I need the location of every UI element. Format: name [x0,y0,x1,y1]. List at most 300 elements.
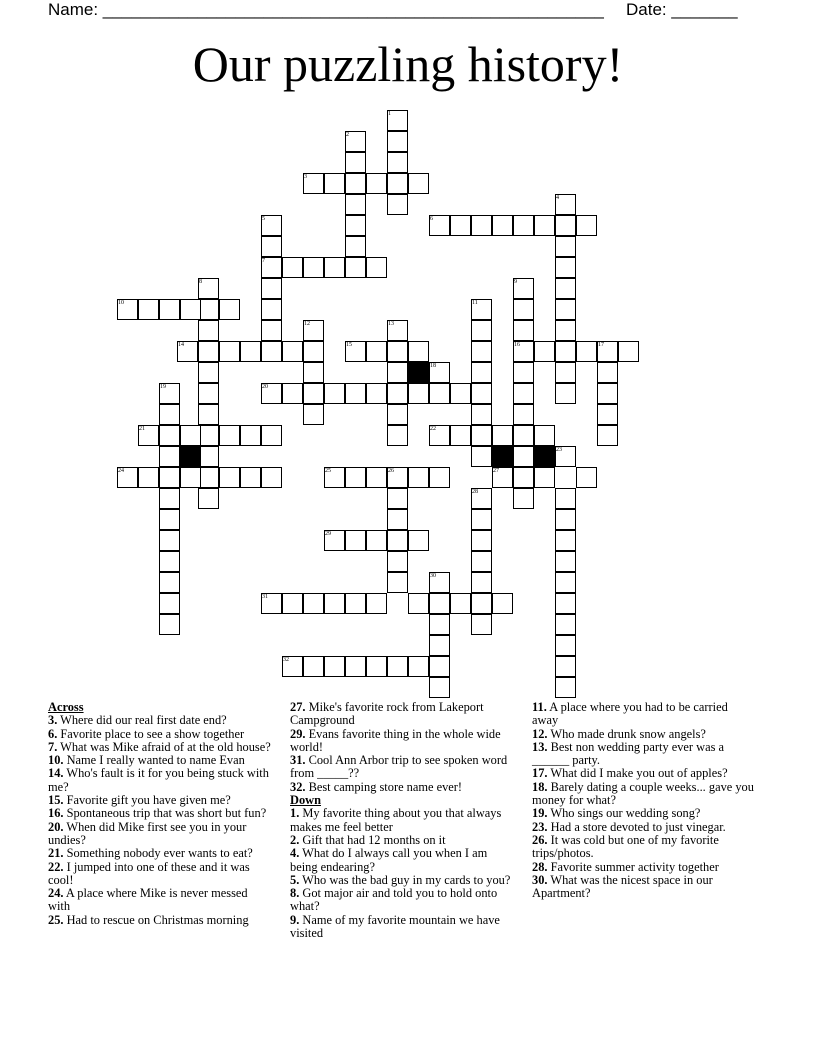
clue-text: I jumped into one of these and it was cool! [48,859,250,887]
clue-number: 20 [262,384,268,390]
across-clue [290,701,512,728]
clue-label: 13. [532,739,548,754]
grid-cell[interactable] [387,551,408,572]
grid-cell[interactable] [576,341,597,362]
grid-cell[interactable] [555,299,576,320]
clue-label: 7. [48,739,58,754]
grid-block [534,446,555,467]
clue-text: Who made drunk snow angels? [547,726,706,741]
clue-text: What do I always call you when I am being endearing? [290,846,488,874]
clue-text: Got major air and told you to hold onto what? [290,886,498,914]
across-clue [48,714,272,727]
grid-cell[interactable] [471,509,492,530]
grid-cell[interactable] [429,614,450,635]
grid-cell[interactable] [159,530,180,551]
clue-text: Who was the bad guy in my cards to you? [299,872,511,887]
grid-cell[interactable] [159,446,180,467]
grid-cell[interactable] [555,257,576,278]
clue-label: 20. [48,819,64,834]
grid-cell[interactable] [555,278,576,299]
grid-cell[interactable] [555,656,576,677]
grid-cell[interactable] [198,299,219,320]
clue-text: Who sings our wedding song? [547,806,701,821]
grid-cell[interactable] [345,152,366,173]
grid-cell[interactable] [576,215,597,236]
clue-label: 22. [48,859,64,874]
grid-cell[interactable] [555,530,576,551]
grid-cell[interactable] [471,362,492,383]
grid-cell[interactable] [261,299,282,320]
down-clue [532,834,754,861]
grid-cell[interactable] [159,593,180,614]
down-clue [290,874,512,887]
grid-cell[interactable] [555,341,576,362]
grid-cell[interactable] [282,383,303,404]
clue-label: 23. [532,819,548,834]
clue-label: 21. [48,846,64,861]
grid-cell[interactable] [324,173,345,194]
down-clue [290,887,512,914]
clue-number: 9 [514,279,517,285]
grid-cell[interactable] [240,467,261,488]
grid-cell[interactable] [387,656,408,677]
clue-label: 1. [290,806,300,821]
grid-cell[interactable] [261,278,282,299]
grid-cell[interactable] [555,320,576,341]
grid-cell[interactable] [534,425,555,446]
grid-cell[interactable] [555,488,576,509]
grid-cell[interactable] [159,551,180,572]
clue-number: 21 [139,426,145,432]
clue-number: 23 [556,447,562,453]
grid-cell[interactable] [555,614,576,635]
grid-cell[interactable] [345,236,366,257]
grid-cell[interactable] [387,404,408,425]
grid-cell[interactable] [282,341,303,362]
clue-number: 8 [199,279,202,285]
clue-text: Had a store devoted to just vinegar. [547,819,726,834]
down-clue [532,807,754,820]
grid-cell[interactable] [387,530,408,551]
clue-label: 4. [290,846,300,861]
clue-column-2 [290,701,512,940]
grid-cell[interactable] [261,320,282,341]
clue-number: 29 [325,531,331,537]
clue-label: 16. [48,806,64,821]
across-clue [48,807,272,820]
down-clue [290,847,512,874]
clue-number: 3 [304,174,307,180]
grid-cell[interactable] [429,635,450,656]
grid-block [492,446,513,467]
grid-cell[interactable] [387,341,408,362]
clue-label: 5. [290,872,300,887]
grid-cell[interactable] [180,425,201,446]
clue-label: 15. [48,793,64,808]
clue-label: 26. [532,832,548,847]
grid-cell[interactable] [180,467,201,488]
grid-cell[interactable] [366,173,387,194]
grid-cell[interactable] [513,488,534,509]
grid-cell[interactable] [555,236,576,257]
grid-cell[interactable] [303,656,324,677]
grid-cell[interactable] [555,215,576,236]
grid-cell[interactable] [450,383,471,404]
clue-label: 19. [532,806,548,821]
grid-cell[interactable] [408,593,429,614]
clue-number: 26 [388,468,394,474]
clue-label: 9. [290,912,300,927]
clue-number: 24 [118,468,124,474]
across-clue [290,754,512,781]
grid-cell[interactable] [471,425,492,446]
grid-cell[interactable] [555,572,576,593]
grid-cell[interactable] [159,509,180,530]
clue-label: 25. [48,912,64,927]
grid-cell[interactable] [159,425,180,446]
grid-cell[interactable] [555,509,576,530]
grid-cell[interactable] [198,320,219,341]
clue-label: 18. [532,779,548,794]
grid-cell[interactable] [387,362,408,383]
grid-cell[interactable] [303,383,324,404]
grid-cell[interactable] [408,530,429,551]
grid-cell[interactable] [366,530,387,551]
grid-cell[interactable] [450,215,471,236]
clue-number: 28 [472,489,478,495]
across-heading: Across [48,700,84,714]
grid-cell[interactable] [429,593,450,614]
grid-block [180,446,201,467]
clue-number: 18 [430,363,436,369]
grid-cell[interactable] [198,425,219,446]
grid-cell[interactable] [534,467,555,488]
down-clue [532,781,754,808]
grid-cell[interactable] [555,635,576,656]
across-clue [48,821,272,848]
clue-label: 30. [532,872,548,887]
name-field-label: Name: _____________________________________________________ [48,0,604,19]
grid-cell[interactable] [303,341,324,362]
clue-number: 14 [178,342,184,348]
down-clue [532,861,754,874]
grid-cell[interactable] [198,383,219,404]
grid-cell[interactable] [282,257,303,278]
grid-cell[interactable] [387,173,408,194]
grid-cell[interactable] [366,593,387,614]
grid-cell[interactable] [324,383,345,404]
grid-cell[interactable] [450,593,471,614]
grid-cell[interactable] [513,446,534,467]
grid-cell[interactable] [513,404,534,425]
grid-cell[interactable] [180,299,201,320]
clue-label: 24. [48,886,64,901]
clue-number: 22 [430,426,436,432]
grid-cell[interactable] [387,152,408,173]
across-clue [48,728,272,741]
across-clue [48,741,272,754]
grid-cell[interactable] [366,383,387,404]
grid-cell[interactable] [261,425,282,446]
clue-text: Something nobody ever wants to eat? [63,846,253,861]
clue-label: 10. [48,753,64,768]
clue-text: Barely dating a couple weeks... gave you money for what? [532,779,754,808]
grid-cell[interactable] [345,194,366,215]
clue-text: Spontaneous trip that was short but fun? [63,806,267,821]
grid-cell[interactable] [492,215,513,236]
clue-text: Favorite summer activity together [547,859,719,874]
grid-cell[interactable] [408,467,429,488]
grid-cell[interactable] [387,383,408,404]
clue-label: 11. [532,700,547,714]
across-clue [48,847,272,860]
grid-cell[interactable] [408,173,429,194]
clue-text: Best camping store name ever! [305,779,463,794]
grid-cell[interactable] [198,362,219,383]
grid-cell[interactable] [555,383,576,404]
grid-cell[interactable] [408,341,429,362]
grid-block [408,362,429,383]
down-clue [290,834,512,847]
down-clue [532,741,754,768]
clue-text: Cool Ann Arbor trip to see spoken word from _____?? [290,753,508,781]
clue-label: 2. [290,832,300,847]
grid-cell[interactable] [387,194,408,215]
grid-cell[interactable] [534,215,555,236]
across-clue [290,728,512,755]
grid-cell[interactable] [471,404,492,425]
down-clue [532,728,754,741]
grid-cell[interactable] [345,530,366,551]
grid-cell[interactable] [513,425,534,446]
clue-number: 12 [304,321,310,327]
grid-cell[interactable] [159,404,180,425]
grid-cell[interactable] [534,341,555,362]
grid-cell[interactable] [429,383,450,404]
grid-cell[interactable] [471,551,492,572]
clue-label: 27. [290,700,306,714]
clue-label: 12. [532,726,548,741]
grid-cell[interactable] [555,362,576,383]
grid-cell[interactable] [366,656,387,677]
clue-text: What was Mike afraid of at the old house? [57,739,271,754]
down-heading: Down [290,793,321,808]
grid-cell[interactable] [471,530,492,551]
clue-text: Who's fault is it for you being stuck with me? [48,766,269,794]
grid-cell[interactable] [240,425,261,446]
clue-text: A place where you had to be carried away [532,700,728,728]
clue-text: What was the nicest space in our Apartment? [532,872,713,901]
grid-cell[interactable] [387,509,408,530]
grid-cell[interactable] [159,299,180,320]
grid-cell[interactable] [138,467,159,488]
grid-cell[interactable] [303,257,324,278]
clue-text: Gift that had 12 months on it [299,832,446,847]
across-clue [48,914,272,927]
clue-text: It was cold but one of my favorite trips/photos. [532,832,719,861]
grid-cell[interactable] [219,467,240,488]
grid-cell[interactable] [555,677,576,698]
clue-text: Best non wedding party ever was a ______ party. [532,739,725,768]
clue-label: 31. [290,753,306,768]
grid-cell[interactable] [492,425,513,446]
clue-text: Favorite place to see a show together [57,726,245,741]
grid-cell[interactable] [471,572,492,593]
grid-cell[interactable] [159,467,180,488]
grid-cell[interactable] [324,257,345,278]
grid-cell[interactable] [618,341,639,362]
grid-cell[interactable] [471,341,492,362]
clue-text: Name of my favorite mountain we have visited [290,912,500,941]
grid-cell[interactable] [471,320,492,341]
grid-cell[interactable] [555,551,576,572]
down-clue [532,701,754,728]
clue-column-3 [532,701,754,900]
grid-cell[interactable] [345,215,366,236]
grid-cell[interactable] [219,341,240,362]
clue-text: My favorite thing about you that always makes me feel better [290,806,502,834]
grid-cell[interactable] [345,593,366,614]
grid-cell[interactable] [513,320,534,341]
grid-cell[interactable] [408,383,429,404]
clue-column-1 [48,701,272,927]
clue-number: 19 [160,384,166,390]
grid-cell[interactable] [471,383,492,404]
grid-cell[interactable] [513,383,534,404]
grid-cell[interactable] [198,446,219,467]
across-clue [48,794,272,807]
grid-cell[interactable] [597,383,618,404]
grid-cell[interactable] [324,593,345,614]
grid-cell[interactable] [429,656,450,677]
across-clue [290,781,512,794]
clue-text: Had to rescue on Christmas morning [63,912,249,927]
grid-cell[interactable] [198,467,219,488]
grid-cell[interactable] [597,404,618,425]
clue-text: Evans favorite thing in the whole wide world! [290,726,501,754]
grid-cell[interactable] [345,656,366,677]
grid-cell[interactable] [450,425,471,446]
clue-text: Mike's favorite rock from Lakeport Campground [290,700,484,728]
grid-cell[interactable] [345,173,366,194]
grid-cell[interactable] [513,467,534,488]
grid-cell[interactable] [408,656,429,677]
grid-cell[interactable] [597,362,618,383]
clue-label: 17. [532,766,548,781]
grid-cell[interactable] [513,362,534,383]
date-field-label: Date: _______ [626,0,738,19]
grid-cell[interactable] [303,404,324,425]
grid-cell[interactable] [366,341,387,362]
grid-cell[interactable] [219,425,240,446]
clue-text: Favorite gift you have given me? [63,793,231,808]
grid-cell[interactable] [198,488,219,509]
grid-cell[interactable] [198,341,219,362]
grid-cell[interactable] [387,572,408,593]
grid-cell[interactable] [240,341,261,362]
grid-cell[interactable] [345,467,366,488]
clue-number: 5 [262,216,265,222]
clue-text: Where did our real first date end? [57,713,227,728]
clue-number: 25 [325,468,331,474]
grid-cell[interactable] [303,362,324,383]
grid-cell[interactable] [261,467,282,488]
grid-cell[interactable] [282,593,303,614]
grid-cell[interactable] [429,677,450,698]
grid-cell[interactable] [492,593,513,614]
grid-cell[interactable] [513,299,534,320]
clue-number: 4 [556,195,559,201]
across-clue [48,887,272,914]
clue-label: 32. [290,779,306,794]
grid-cell[interactable] [366,467,387,488]
grid-cell[interactable] [159,488,180,509]
grid-cell[interactable] [429,467,450,488]
grid-cell[interactable] [555,593,576,614]
across-clue [48,861,272,888]
grid-cell[interactable] [324,656,345,677]
clue-number: 7 [262,258,265,264]
clue-number: 10 [118,300,124,306]
grid-cell[interactable] [387,488,408,509]
grid-cell[interactable] [513,215,534,236]
down-clue [532,874,754,901]
clue-number: 30 [430,573,436,579]
clue-number: 2 [346,132,349,138]
clue-number: 16 [514,342,520,348]
clue-number: 27 [493,468,499,474]
down-clue [290,807,512,834]
clue-label: 28. [532,859,548,874]
grid-cell[interactable] [198,404,219,425]
down-clue [290,914,512,941]
grid-cell[interactable] [219,299,240,320]
clue-number: 13 [388,321,394,327]
clue-number: 6 [430,216,433,222]
clue-number: 11 [472,300,478,306]
grid-cell[interactable] [471,614,492,635]
page-title: Our puzzling history! [192,36,624,92]
grid-cell[interactable] [138,299,159,320]
clue-label: 3. [48,713,58,728]
grid-cell[interactable] [261,236,282,257]
clue-number: 31 [262,594,268,600]
grid-cell[interactable] [345,257,366,278]
grid-cell[interactable] [471,215,492,236]
clue-label: 6. [48,726,58,741]
clue-text: What did I make you out of apples? [547,766,728,781]
clue-text: A place where Mike is never messed with [48,886,248,914]
grid-cell[interactable] [261,341,282,362]
across-clue [48,767,272,794]
grid-cell[interactable] [597,425,618,446]
clue-label: 29. [290,726,306,741]
grid-cell[interactable] [159,614,180,635]
grid-cell[interactable] [471,446,492,467]
grid-cell[interactable] [387,425,408,446]
grid-cell[interactable] [471,593,492,614]
grid-cell[interactable] [345,383,366,404]
down-clue [532,821,754,834]
grid-cell[interactable] [576,467,597,488]
grid-cell[interactable] [303,593,324,614]
down-clue [532,767,754,780]
grid-cell[interactable] [366,257,387,278]
grid-cell[interactable] [387,131,408,152]
clue-text: Name I really wanted to name Evan [63,753,245,768]
grid-cell[interactable] [159,572,180,593]
clue-number: 17 [598,342,604,348]
